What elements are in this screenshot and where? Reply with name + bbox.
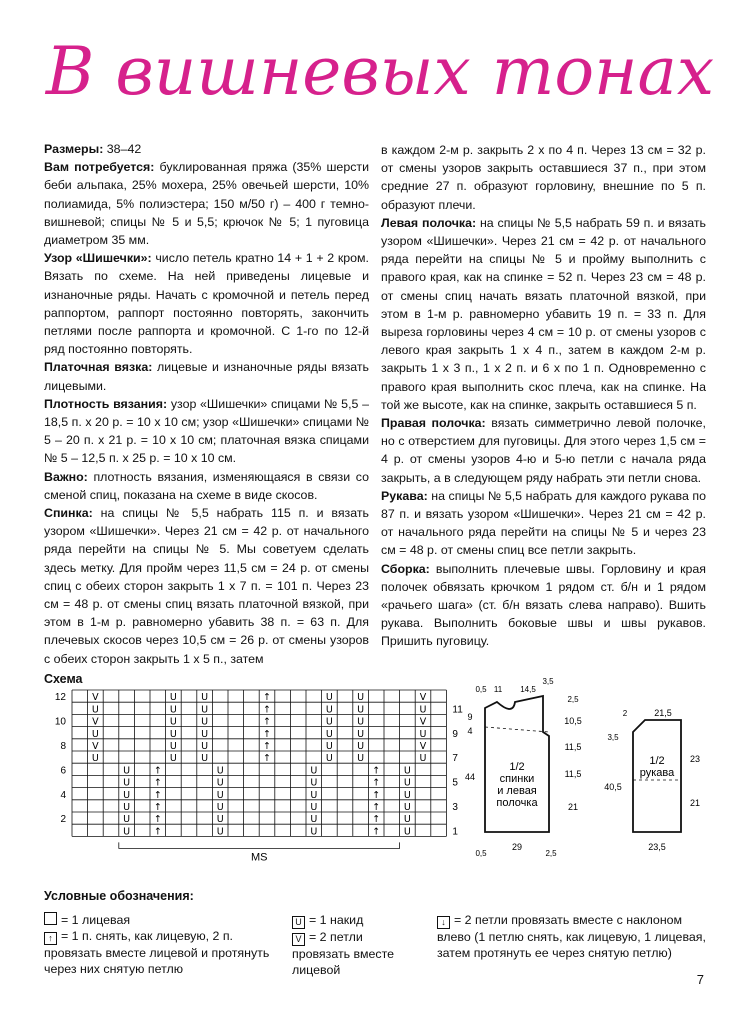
chart-cell-symbol: U (325, 716, 333, 728)
chart-cell-symbol: U (123, 814, 131, 826)
chart-cell-symbol: U (403, 814, 411, 826)
left-column (44, 140, 369, 668)
arrow-down-symbol-icon: ↓ (437, 916, 450, 929)
legend-item-k2tog: V = 2 петли провязать вместе лицевой (292, 930, 394, 977)
chart-cell-symbol: U (216, 765, 224, 777)
chart-cell-symbol: U (123, 789, 131, 801)
pattern-drawing (455, 672, 745, 867)
chart-cell-symbol: ↑ (372, 777, 381, 789)
chart-cell-symbol: U (310, 765, 318, 777)
chart-cell-symbol: ↑ (263, 716, 271, 728)
legend-col-1 (44, 912, 274, 977)
legend-col-2 (292, 912, 410, 978)
pattern-dimension: 23 (689, 754, 701, 764)
pattern-dimension: 11 (493, 685, 503, 694)
chart-cell-symbol: ↑ (263, 692, 271, 704)
chart-cell-symbol: ↑ (263, 741, 271, 752)
k2tog-symbol-icon: V (292, 933, 305, 946)
chart-cell-symbol: U (403, 802, 411, 813)
chart-cell-symbol: U (123, 777, 131, 789)
back-guide (485, 727, 549, 732)
legend-title: Условные обозначения: (44, 889, 194, 903)
chart-cell-symbol: V (419, 716, 427, 728)
chart-cell-symbol: U (216, 826, 224, 838)
left-paragraph: Узор «Шишечки»: число петель кратно 14 + 1 + 2 кром. Вязать по схеме. На ней приведены лицевые и изнаночные ряды. Начать с кромочной и петель перед раппортом, раппорт постоянно повторять, закончить петлями после раппорта и кромочной. С 1-го по 12-й ряд постоянно повторять. (44, 251, 369, 357)
chart-cell-symbol: U (201, 741, 209, 752)
chart-row-number: 12 (54, 692, 66, 704)
chart-row-number: 10 (54, 716, 66, 728)
back-label: полочка (496, 797, 538, 809)
chart-cell-symbol: ↑ (153, 802, 162, 813)
chart-row-number: 11 (452, 704, 463, 716)
chart-cell-symbol: U (169, 741, 177, 752)
chart-cell-symbol: ↑ (153, 777, 162, 789)
right-paragraph: в каждом 2-м р. закрыть 2 х по 4 п. Через 13 см = 32 р. от смены узоров закрыть оставшиеся 37 п., при этом средние 27 п. образуют горловину, внешние по 5 п. образуют плечи. (381, 143, 706, 212)
chart-cell-symbol: U (403, 777, 411, 789)
left-paragraph: Платочная вязка: лицевые и изнаночные ряды вязать лицевыми. (44, 360, 369, 393)
chart-row-number: 8 (60, 741, 66, 752)
chart-cell-symbol: U (357, 741, 365, 752)
left-paragraph: Вам потребуется: буклированная пряжа (35% шерсти беби альпака, 25% мохера, 25% овечьей шерсти, 10% полиамида, 5% полиэстера; 150 м/50 г) – 400 г темно-вишневой; спицы № 5 и 5,5; крючок № 5; 1 пуговица диаметром 35 мм. (44, 160, 369, 248)
left-paragraph: Спинка: на спицы № 5,5 набрать 115 п. и вязать узором «Шишечки». Через 21 см = 42 р. от начального ряда перейти на спицы № 5. Мы советуем сделать здесь метку. Для пройм через 11,5 см = 24 р. от смены спиц с обеих сторон закрыть 1 х 7 п. = 101 п. Через 23 см = 48 р. от смены спиц вязать платочной вязкой, при этом в 1-м р. равномерно убавить 38 п. = 63 п. Для плечевых скосов через 10,5 см = 26 р. от смены узоров с обеих сторон закрыть 1 х 5 п., затем (44, 506, 369, 666)
pattern-dimension: 3,5 (607, 733, 619, 742)
chart-cell-symbol: U (357, 753, 365, 765)
chart-cell-symbol: ↑ (372, 765, 381, 777)
chart-row-number: 9 (452, 728, 458, 740)
chart-cell-symbol: U (325, 741, 333, 752)
chart-cell-symbol: U (216, 777, 224, 789)
rapport-bracket (119, 842, 400, 848)
chart-cell-symbol: U (123, 826, 131, 838)
chart-cell-symbol: ↑ (372, 826, 381, 838)
chart-cell-symbol: U (325, 692, 333, 704)
chart-cell-symbol: U (169, 704, 177, 716)
chart-row-number: 3 (452, 802, 458, 813)
sleeve-label: 1/2 (649, 755, 665, 767)
right-paragraph: Сборка: выполнить плечевые швы. Горловину и края полочек обвязать крючком 1 рядом ст. б/н и 1 рядом «рачьего шага» (ст. б/н вязать слева направо). Вшить рукава. Выполнить боковые швы и швы рукавов. Пришить пуговицу. (381, 561, 706, 649)
pattern-dimension: 4 (467, 726, 473, 736)
pattern-dimension: 21,5 (654, 708, 672, 718)
left-paragraph: Плотность вязания: узор «Шишечки» спицами № 5,5 – 18,5 п. х 20 р. = 10 х 10 см; узор «Шишечки» спицами № 5 – 20 п. х 21 р. = 10 х 10 см; платочная вязка спицами № 5 – 12,5 п. х 25 р. = 10 х 10 см. (44, 396, 369, 466)
chart-cell-symbol: U (310, 789, 318, 801)
chart-cell-symbol: V (92, 741, 99, 752)
chart-cell-symbol: ↑ (153, 814, 162, 826)
chart-cell-symbol: U (169, 753, 177, 765)
chart-cell-symbol: V (92, 716, 99, 728)
chart-cell-symbol: U (169, 716, 177, 728)
chart-cell-symbol: U (403, 826, 411, 838)
chart-cell-symbol: U (201, 728, 209, 740)
chart-cell-symbol: U (357, 728, 365, 740)
pattern-dimension: 29 (511, 842, 523, 852)
chart-cell-symbol: U (201, 692, 209, 704)
pattern-dimension: 0,5 (475, 849, 487, 858)
chart-cell-symbol: U (169, 728, 177, 740)
chart-cell-symbol: U (201, 753, 209, 765)
pattern-dimension: 11,5 (564, 769, 582, 779)
chart-cell-symbol: U (419, 728, 427, 740)
chart-cell-symbol: U (216, 814, 224, 826)
back-label: 1/2 (509, 761, 525, 773)
chart-cell-symbol: U (403, 765, 411, 777)
knitting-chart (30, 684, 463, 864)
pattern-dimension: 2,5 (545, 849, 557, 858)
pattern-dimension: 44 (464, 772, 476, 782)
chart-cell-symbol: ↑ (263, 704, 271, 716)
pattern-dimension: 21 (689, 798, 701, 808)
pattern-dimension: 21 (567, 802, 579, 812)
chart-row-number: 1 (452, 826, 458, 838)
left-paragraph: Важно: плотность вязания, изменяющаяся в связи со сменой спиц, показана на схеме в виде скосов. (44, 469, 369, 502)
chart-cell-symbol: U (201, 704, 209, 716)
schema-label: Схема (44, 672, 83, 686)
chart-row-number: 2 (60, 814, 66, 826)
chart-cell-symbol: U (216, 789, 224, 801)
chart-cell-symbol: ↑ (153, 789, 162, 801)
pattern-dimension: 11,5 (564, 742, 582, 752)
chart-cell-symbol: U (325, 704, 333, 716)
chart-cell-symbol: U (419, 753, 427, 765)
chart-row-number: 4 (60, 789, 66, 801)
right-paragraph: Рукава: на спицы № 5,5 набрать для каждого рукава по 87 п. и вязать узором «Шишечки». Через 21 см = 42 р. от начального ряда перейти на спицы № 5 и через 23 см = 48 р. от смены спиц все петли закрыть. (381, 488, 706, 558)
pattern-dimension: 3,5 (542, 677, 554, 686)
chart-cell-symbol: ↑ (263, 753, 271, 765)
chart-cell-symbol: U (403, 789, 411, 801)
chart-cell-symbol: U (310, 826, 318, 838)
legend-item-decrease: ↑ = 1 п. снять, как лицевую, 2 п. провязать вместе лицевой и протянуть через них снятую петлю (44, 929, 270, 976)
pattern-dimension: 9 (467, 712, 473, 722)
back-label: спинки (499, 773, 535, 785)
arrow-up-symbol-icon: ↑ (44, 932, 57, 945)
back-label: и левая (497, 785, 537, 797)
chart-cell-symbol: U (310, 802, 318, 813)
legend-col-3 (437, 912, 707, 961)
chart-cell-symbol: U (357, 704, 365, 716)
pattern-dimension: 14,5 (520, 685, 536, 694)
chart-cell-symbol: V (419, 741, 427, 752)
chart-cell-symbol: V (92, 692, 99, 704)
chart-cell-symbol: U (216, 802, 224, 813)
chart-cell-symbol: U (419, 704, 427, 716)
page-number: 7 (696, 972, 704, 987)
chart-cell-symbol: ↑ (263, 728, 271, 740)
chart-cell-symbol: ↑ (372, 802, 381, 813)
right-paragraph: Правая полочка: вязать симметрично левой полочке, но с отверстием для пуговицы. Для этого через 1,5 см = 4 р. от смены узоров 4-ю и 5-ю петли с начала ряда закрыть, а в следующем ряду набрать эти петли снова. (381, 416, 706, 485)
chart-row-number: 5 (452, 777, 458, 789)
chart-cell-symbol: U (123, 765, 131, 777)
chart-row-number: 7 (452, 753, 458, 765)
knit-symbol-icon (44, 912, 57, 925)
chart-cell-symbol: U (310, 814, 318, 826)
right-paragraph: Левая полочка: на спицы № 5,5 набрать 59 п. и вязать узором «Шишечки». Через 21 см = 42 р. от начального ряда перейти на спицы № 5 и пройму выполнить с правого края, как на спинке = 52 п. Через 23 см = 48 р. от смены спиц начать вязать платочной вязкой, при этом в 1-м р. равномерно убавить 19 п. = 33 п. Для выреза горловины через 4 см = 10 р. от смены узоров с левого края закрыть 1 х 4 п., затем в каждом 2-м р. закрыть 1 х 3 п., 1 х 2 п. и 6 х по 1 п. Одновременно с правого края выполнить скос плеча, как на спинке. На той же высоте, как на спинке, закрыть оставшиеся 5 п. (381, 215, 706, 412)
pattern-dimension: 2,5 (567, 695, 579, 704)
chart-cell-symbol: ↑ (372, 789, 381, 801)
yarnover-symbol-icon: U (292, 916, 305, 929)
pattern-dimension: 40,5 (604, 782, 622, 792)
page-title (45, 22, 715, 122)
pattern-dimension: 10,5 (564, 716, 582, 726)
chart-cell-symbol: ↑ (153, 826, 162, 838)
chart-row-number: 6 (60, 765, 66, 777)
chart-cell-symbol: U (310, 777, 318, 789)
legend-item-knit: = 1 лицевая (44, 912, 274, 928)
chart-cell-symbol: U (357, 716, 365, 728)
chart-cell-symbol: ↑ (153, 765, 162, 777)
pattern-dimension: 23,5 (648, 842, 666, 852)
pattern-dimension: 2 (622, 709, 628, 718)
legend-item-yarnover: U = 1 накид (292, 912, 410, 929)
rapport-label: MS (250, 851, 268, 864)
chart-cell-symbol: U (91, 753, 99, 765)
right-column (381, 141, 706, 651)
legend-item-ssk: ↓ = 2 петли провязать вместе с наклоном влево (1 петлю снять, как лицевую, 1 лицевая, затем протянуть ее через снятую петлю) (437, 913, 706, 960)
sleeve-label: рукава (639, 767, 675, 779)
chart-cell-symbol: ↑ (372, 814, 381, 826)
pattern-dimension: 0,5 (475, 685, 487, 694)
chart-cell-symbol: U (91, 704, 99, 716)
chart-cell-symbol: U (123, 802, 131, 813)
chart-cell-symbol: U (201, 716, 209, 728)
chart-cell-symbol: U (325, 728, 333, 740)
chart-cell-symbol: U (325, 753, 333, 765)
chart-cell-symbol: U (91, 728, 99, 740)
chart-cell-symbol: U (169, 692, 177, 704)
page-title-text: В вишневых тонах (45, 33, 715, 110)
chart-cell-symbol: V (419, 692, 427, 704)
left-paragraph: Размеры: 38–42 (44, 142, 142, 156)
chart-cell-symbol: U (357, 692, 365, 704)
